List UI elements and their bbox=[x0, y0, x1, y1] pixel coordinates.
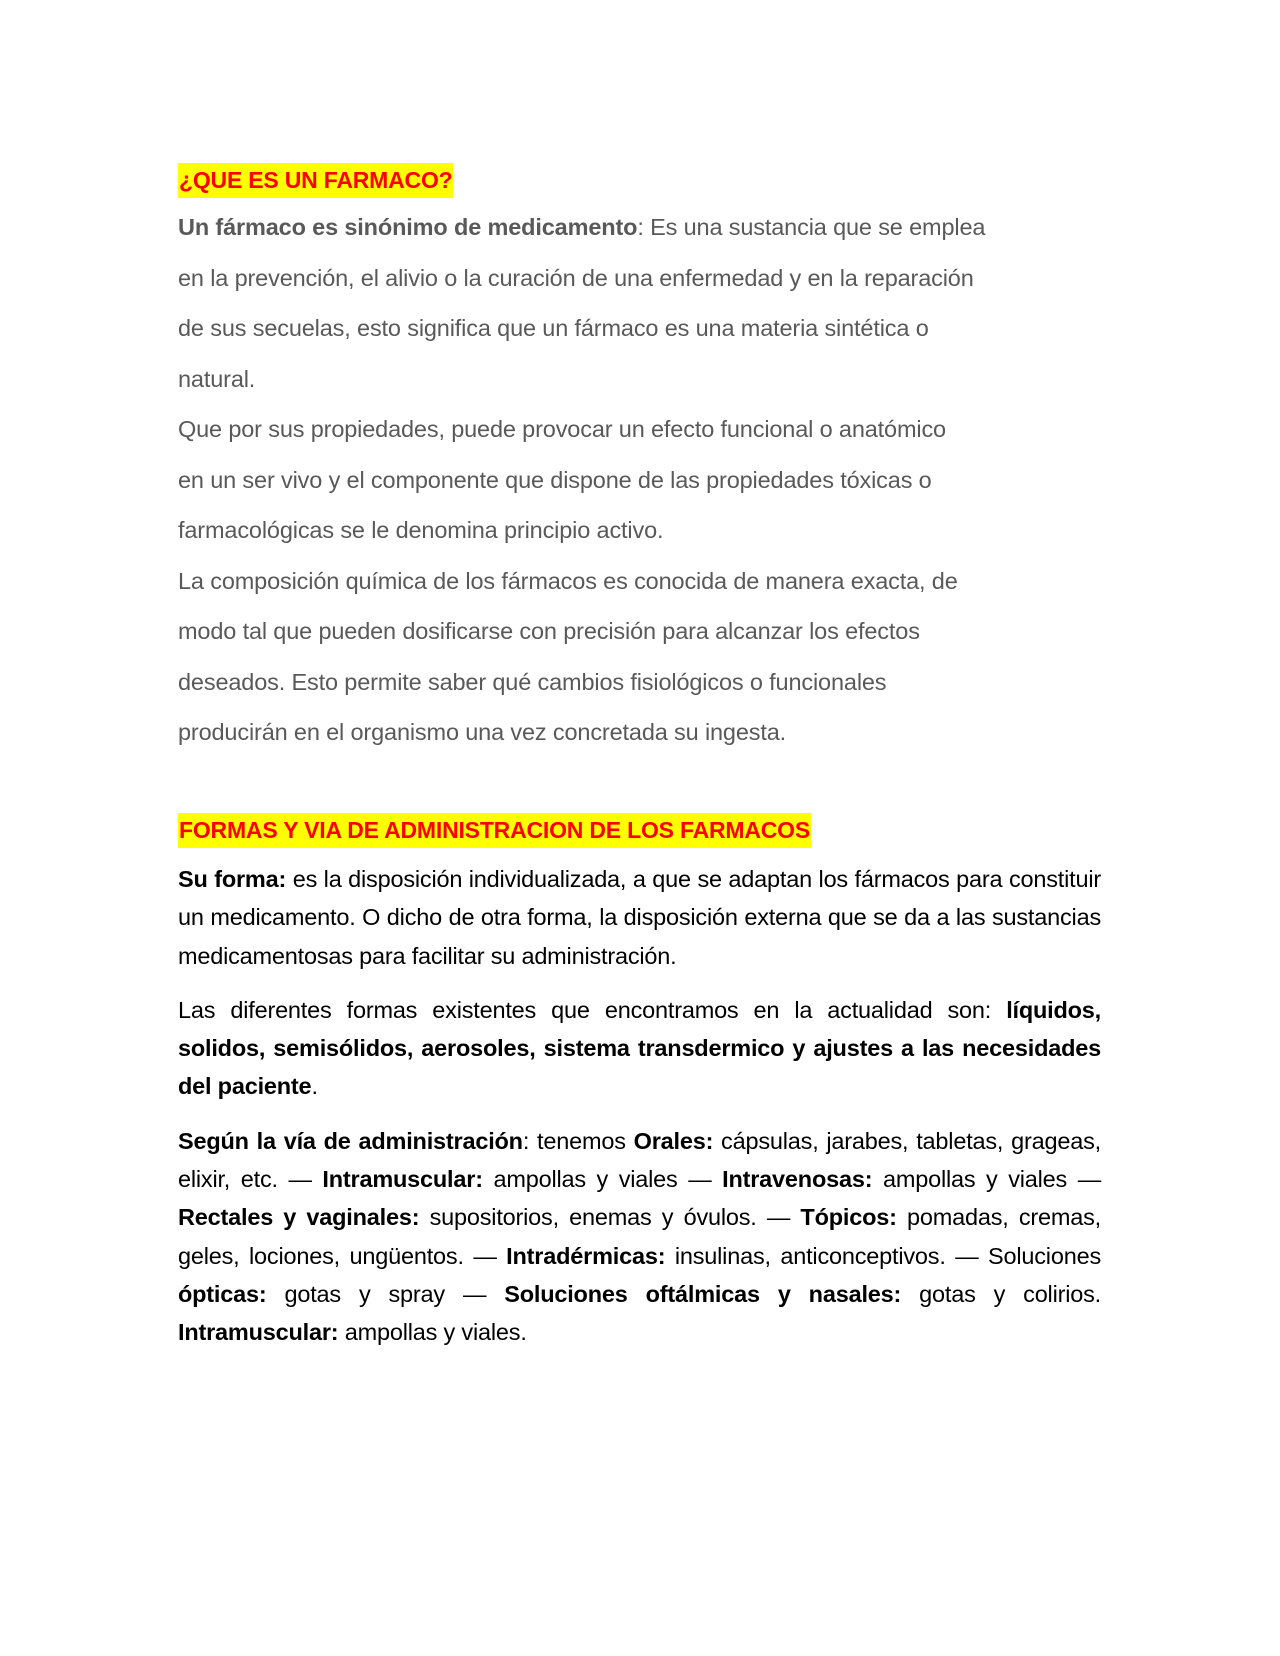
text-line: Que por sus propiedades, puede provocar un efecto funcional o anatómico bbox=[178, 416, 946, 442]
bold-term: Orales: bbox=[633, 1127, 714, 1154]
section-body bbox=[178, 202, 1101, 758]
bold-term: Intravenosas: bbox=[722, 1166, 873, 1193]
bold-term: ópticas: bbox=[178, 1280, 267, 1307]
bold-term: Intramuscular: bbox=[178, 1319, 339, 1346]
bold-term: Tópicos: bbox=[800, 1204, 897, 1231]
section-heading-forms-and-routes: FORMAS Y VIA DE ADMINISTRACION DE LOS FARMACOS bbox=[178, 813, 811, 848]
text-line: La composición química de los fármacos es conocida de manera exacta, de bbox=[178, 567, 958, 594]
text-line: en un ser vivo y el componente que dispone de las propiedades tóxicas o bbox=[178, 466, 932, 493]
paragraph-definition bbox=[178, 202, 1101, 404]
section-forms-and-routes bbox=[178, 813, 1101, 1368]
text-line: Un fármaco es sinónimo de medicamento: Es una sustancia que se emplea bbox=[178, 214, 986, 240]
paragraph-form-types: Las diferentes formas existentes que encontramos en la actualidad son: líquidos, solidos, semisólidos, aerosoles, sistema transdermico y ajustes a las necesidades del paciente. bbox=[178, 996, 1101, 1100]
section-what-is-a-drug bbox=[178, 163, 1101, 758]
bold-term: Rectales y vaginales: bbox=[178, 1204, 420, 1231]
text-line: producirán en el organismo una vez concretada su ingesta. bbox=[178, 719, 787, 745]
paragraph-form-definition: Su forma: es la disposición individualizada, a que se adaptan los fármacos para constituir un medicamento. O dicho de otra forma, la disposición externa que se da a las sustancias medicamentosas para facilitar su administración. bbox=[178, 866, 1101, 969]
text-line: farmacológicas se le denomina principio activo. bbox=[178, 517, 664, 543]
paragraph-composition bbox=[178, 556, 1101, 758]
section-heading-what-is-a-drug: ¿QUE ES UN FARMACO? bbox=[178, 163, 453, 198]
bold-term: líquidos, solidos, semisólidos, aerosoles, sistema transdermico y ajustes a las necesidades del paciente bbox=[178, 996, 1101, 1100]
text-line: de sus secuelas, esto significa que un fármaco es una materia sintética o bbox=[178, 315, 929, 341]
paragraph-administration-routes: Según la vía de administración: tenemos Orales: cápsulas, jarabes, tabletas, grageas, elixir, etc. — Intramuscular: ampollas y viales — Intravenosas: ampollas y viales — Rectales y vaginales: supositorios, enemas y óvulos. — Tópicos: pomadas, cremas, geles, lociones, ungüentos. — Intradérmicas: insulinas, anticonceptivos. — Soluciones ópticas: gotas y spray — Soluciones oftálmicas y nasales: gotas y colirios. Intramuscular: ampollas y viales. bbox=[178, 1127, 1101, 1346]
bold-term: Según la vía de administración bbox=[178, 1127, 523, 1154]
bold-term: Intramuscular: bbox=[322, 1166, 483, 1193]
text-line: en la prevención, el alivio o la curación de una enfermedad y en la reparación bbox=[178, 264, 974, 291]
text-line: modo tal que pueden dosificarse con precisión para alcanzar los efectos bbox=[178, 618, 920, 644]
bold-term: Intradérmicas: bbox=[506, 1242, 666, 1269]
section-body bbox=[178, 860, 1101, 1352]
bold-term: Un fármaco es sinónimo de medicamento bbox=[178, 214, 638, 240]
text-line: natural. bbox=[178, 365, 256, 392]
bold-term: Su forma: bbox=[178, 866, 287, 892]
text-line: deseados. Esto permite saber qué cambios fisiológicos o funcionales bbox=[178, 668, 887, 695]
paragraph-properties bbox=[178, 404, 1101, 556]
bold-term: Soluciones oftálmicas y nasales: bbox=[504, 1280, 902, 1307]
